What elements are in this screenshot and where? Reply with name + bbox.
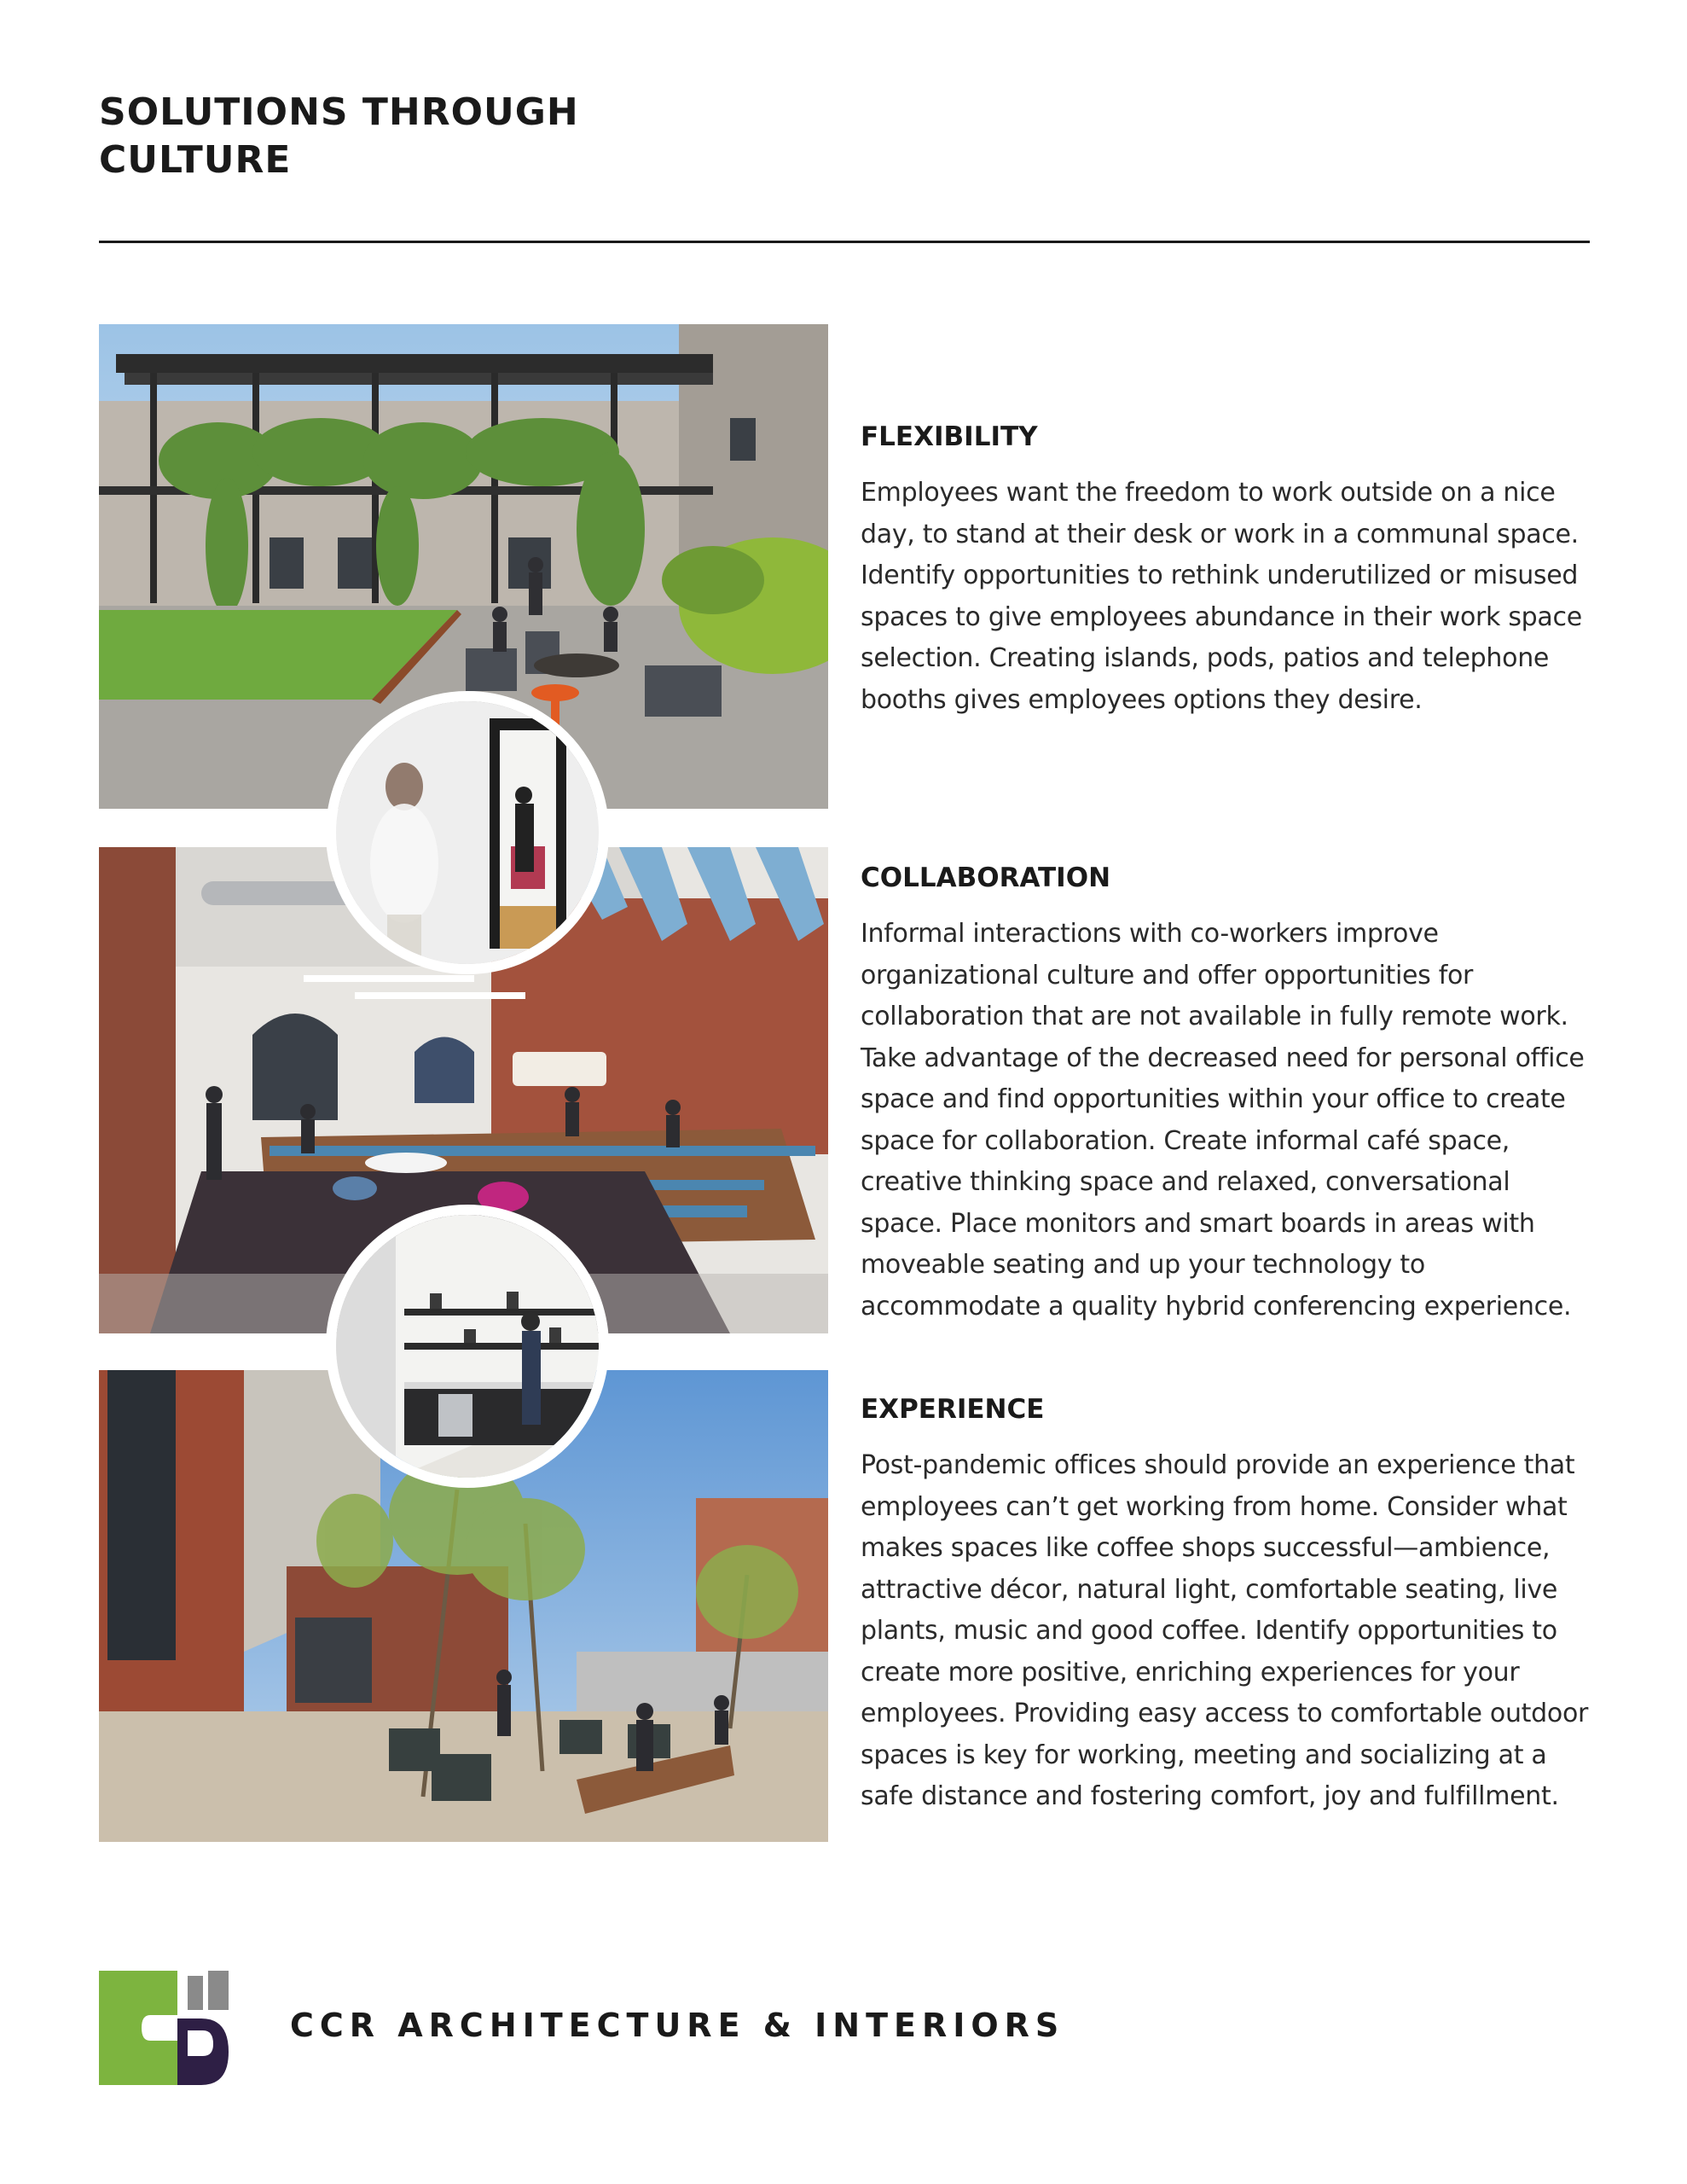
- section-experience: [861, 1392, 1594, 1818]
- section-body: Employees want the freedom to work outside on a nice day, to stand at their desk or work in a communal space. Identify opportunities to rethink underutilized or misused spaces to give employees abundance in their work space selection. Creating islands, pods, patios and telephone booths gives employees options they desire.: [861, 478, 1582, 715]
- section-body: Post-pandemic offices should provide an experience that employees can’t get working from home. Consider what makes spaces like coffee shops successful—ambience, attractive décor, natural light, comfortable seating, live plants, music and good coffee. Identify opportunities to create more positive, enriching experiences for your employees. Providing easy access to comfortable outdoor spaces is key for working, meeting and socializing at a safe distance and fostering comfort, joy and fulfillment.: [861, 1450, 1589, 1811]
- company-name: CCR ARCHITECTURE & INTERIORS: [290, 2007, 1065, 2044]
- section-body: Informal interactions with co-workers improve organizational culture and offer opportunities for collaboration that are not available in fully remote work. Take advantage of the decreased need for personal office space and find opportunities within your office to create space for collaboration. Create informal café space, creative thinking space and relaxed, conversational space. Place monitors and smart boards in areas with moveable seating and up your technology to accommodate a quality hybrid conferencing experience.: [861, 919, 1585, 1321]
- title-divider: [99, 241, 1590, 243]
- section-heading: FLEXIBILITY: [861, 421, 1038, 452]
- page-title-line-2: CULTURE: [99, 138, 292, 182]
- page-title-line-1: SOLUTIONS THROUGH: [99, 90, 579, 134]
- section-flexibility: [861, 420, 1594, 721]
- page-title: [99, 89, 867, 184]
- kitchenette-inset-photo: [326, 1205, 609, 1488]
- phone-booth-inset-photo: [326, 691, 609, 974]
- ccr-logo-icon: [99, 1971, 229, 2085]
- section-collaboration: [861, 861, 1594, 1327]
- section-heading: EXPERIENCE: [861, 1394, 1045, 1425]
- section-heading: COLLABORATION: [861, 863, 1111, 893]
